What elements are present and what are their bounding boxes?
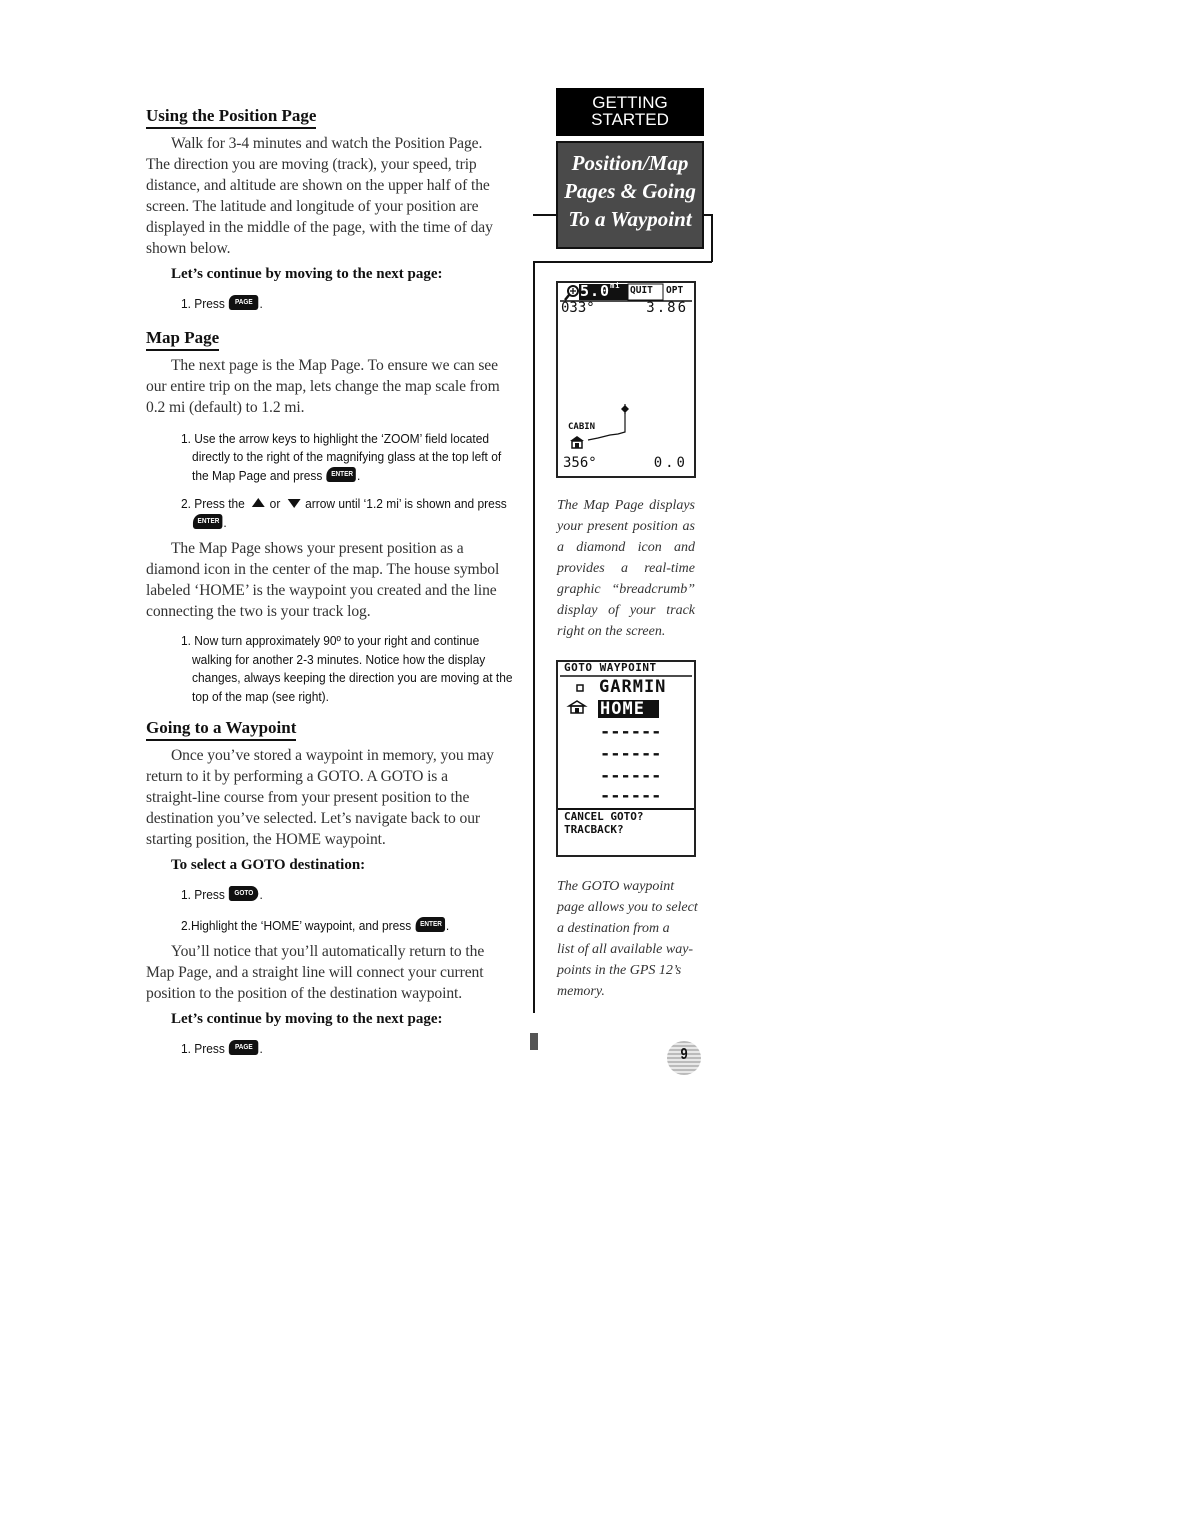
position-page-lead: Let’s continue by moving to the next page: <box>171 266 443 282</box>
position-step-1: 1. Press PAGE . <box>181 296 263 311</box>
tracback-option[interactable]: TRACBACK? <box>564 823 624 836</box>
magnifier-icon <box>565 286 578 300</box>
map-page-screen <box>556 281 696 478</box>
waypoint-item-empty[interactable]: ------ <box>600 766 662 786</box>
goto-screen-title: GOTO WAYPOINT <box>564 661 657 674</box>
house-icon <box>569 701 585 713</box>
map-step-1: 1. Use the arrow keys to highlight the ‘ZOOM’ field located directly to the right of the magnifying glass at the top left of the Map Page and press ENTER . <box>181 430 502 483</box>
map-page-paragraph-2: The Map Page shows your present position as a diamond icon in the center of the map. The house symbol labeled ‘HOME’ is the waypoint you created and the line connecting the two is your track log. <box>146 540 500 620</box>
connector-right-v <box>711 214 713 262</box>
goto-step-1: 1. Press GOTO . <box>181 887 263 902</box>
house-icon <box>570 436 584 448</box>
goto-key-icon: GOTO <box>229 886 258 901</box>
goto-waypoint-screen <box>556 660 696 857</box>
waypoint-item-garmin[interactable]: GARMIN <box>599 677 667 697</box>
section-title-box: Position/Map Pages & Going To a Waypoint <box>556 141 704 249</box>
goto-page-caption: The GOTO waypoint page allows you to select a destination from a list of all available way- points in the GPS 12’s memory. <box>557 879 698 999</box>
main-column <box>146 106 513 1059</box>
chapter-tab: GETTING STARTED <box>556 88 704 136</box>
heading-map-page: Map Page <box>146 328 219 351</box>
quit-button[interactable]: QUIT <box>630 285 653 296</box>
map-step-turn: 1. Now turn approximately 90º to your right and continue walking for another 2-3 minutes. Notice how the display changes, always keeping the direction you are moving at the top of the map (see right). <box>181 633 513 704</box>
cancel-goto-option[interactable]: CANCEL GOTO? <box>564 810 644 823</box>
connector-bottom-h <box>533 261 712 263</box>
page-number-globe-icon <box>667 1041 701 1075</box>
track-heading: 033° <box>561 300 595 316</box>
thumb-marker <box>530 1033 538 1050</box>
map-page-caption: The Map Page displays your present position as a diamond icon and provides a real-time graphic “breadcrumb” display of your track right on the screen. <box>557 498 695 639</box>
position-diamond-icon <box>621 404 629 414</box>
zoom-field[interactable]: $5.0^{mi}$ <box>580 282 621 300</box>
goto-paragraph: Once you’ve stored a waypoint in memory, you may return to it by performing a GOTO. A GOTO is a straight-line course from your present position to the destination you’ve selected. Let’s navigate back to our starting position, the HOME waypoint. <box>146 747 494 848</box>
enter-key-icon: ENTER <box>415 917 444 932</box>
enter-key-icon: ENTER <box>193 514 222 529</box>
goto-paragraph-2: You’ll notice that you’ll automatically return to the Map Page, and a straight line will connect your current position to the position of the destination waypoint. <box>146 943 485 1002</box>
bearing-value: 356° <box>563 455 597 471</box>
waypoint-item-empty[interactable]: ------ <box>600 786 662 806</box>
heading-position-page: Using the Position Page <box>146 106 316 129</box>
down-arrow-icon <box>288 499 301 508</box>
waypoint-item-empty[interactable]: ------ <box>600 744 662 764</box>
waypoint-label: CABIN <box>568 422 596 432</box>
connector-left <box>533 214 556 216</box>
heading-going-to-waypoint: Going to a Waypoint <box>146 718 296 741</box>
map-step-2: 2. Press the or arrow until ‘1.2 mi’ is shown and press ENTER . <box>181 496 507 530</box>
position-page-paragraph: Walk for 3-4 minutes and watch the Position Page. The direction you are moving (track), your speed, trip distance, and altitude are shown on the upper half of the screen. The latitude and longitude of your position are displayed in the middle of the page, with the time of day shown below. <box>146 135 493 257</box>
goto-lead-2: Let’s continue by moving to the next page: <box>171 1011 443 1027</box>
enter-key-icon: ENTER <box>327 467 356 482</box>
opt-button[interactable]: OPT <box>666 285 684 296</box>
goto-lead: To select a GOTO destination: <box>171 857 366 873</box>
goto-final-step: 1. Press PAGE . <box>181 1041 263 1056</box>
waypoint-item-home[interactable]: HOME <box>600 699 645 719</box>
map-page-paragraph: The next page is the Map Page. To ensure we can see our entire trip on the map, lets change the map scale from 0.2 mi (default) to 1.2 mi. <box>146 356 500 416</box>
goto-step-2: 2.Highlight the ‘HOME’ waypoint, and press ENTER . <box>181 917 450 933</box>
speed-value: 0.0 <box>653 455 688 471</box>
up-arrow-icon <box>252 498 265 507</box>
waypoint-item-empty[interactable]: ------ <box>600 722 662 742</box>
distance-value: 3.86 <box>646 300 688 316</box>
page-key-icon: PAGE <box>229 1040 258 1055</box>
sidebar-vertical-rule <box>533 261 535 1013</box>
page-number: 9 <box>680 1046 688 1063</box>
square-waypoint-icon <box>577 685 583 691</box>
page-key-icon: PAGE <box>229 295 258 310</box>
